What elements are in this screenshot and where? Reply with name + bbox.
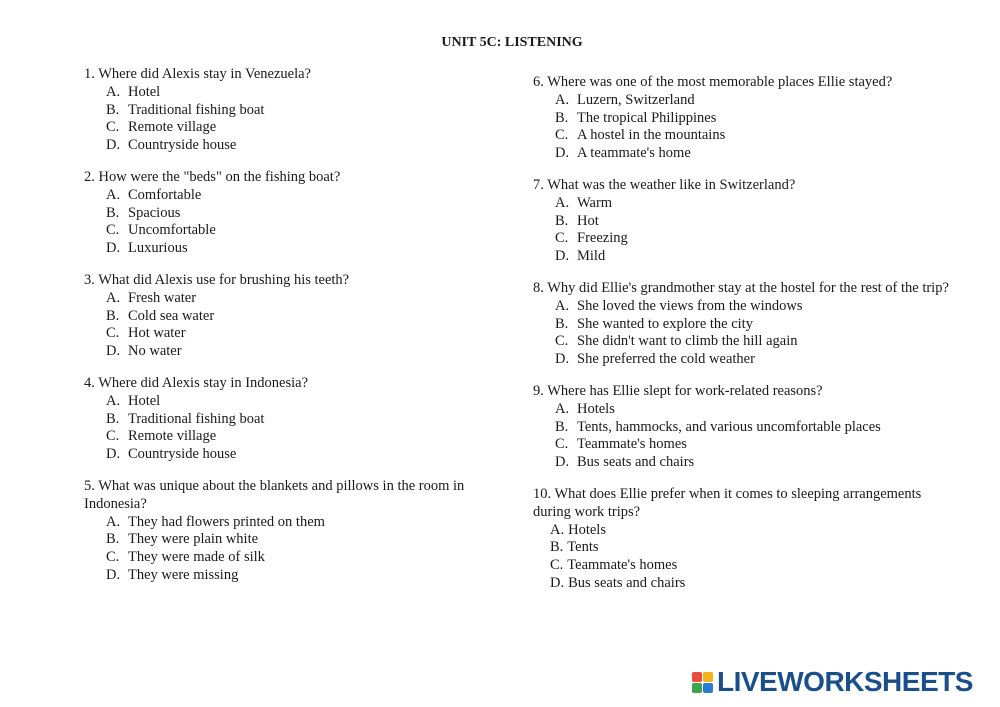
answer-options: [555, 195, 953, 266]
option-text: Hotels: [568, 521, 606, 538]
option-letter: C.: [106, 222, 120, 239]
option-letter: D.: [555, 454, 570, 471]
option-letter: A.: [555, 91, 570, 108]
option-text: Mild: [577, 248, 606, 265]
questions-column-right: [533, 74, 953, 607]
option-letter: D.: [106, 240, 121, 257]
answer-options: [106, 393, 504, 464]
answer-option[interactable]: [106, 137, 504, 155]
option-text: The tropical Philippines: [577, 109, 717, 126]
option-text: They were made of silk: [128, 549, 265, 566]
option-text: Bus seats and chairs: [577, 454, 695, 471]
question-text: 2. How were the "beds" on the fishing boat?: [84, 168, 341, 185]
option-text: Hotels: [577, 400, 615, 417]
option-letter: B.: [106, 307, 120, 324]
option-letter: D.: [106, 566, 121, 583]
answer-option[interactable]: [550, 539, 953, 557]
option-text: Fresh water: [128, 289, 197, 306]
option-text: Uncomfortable: [128, 222, 216, 239]
question-4: [84, 375, 504, 464]
option-letter: A.: [555, 297, 570, 314]
answer-option[interactable]: [555, 127, 953, 145]
answer-option[interactable]: [106, 514, 504, 532]
answer-option[interactable]: [555, 230, 953, 248]
option-text: A teammate's home: [577, 145, 691, 162]
option-text: Freezing: [577, 230, 628, 247]
option-letter: A.: [555, 194, 570, 211]
option-text: Tents, hammocks, and various uncomfortable places: [577, 418, 881, 435]
question-1: [84, 66, 504, 155]
option-text: Tents: [567, 539, 599, 556]
option-text: Luxurious: [128, 240, 188, 257]
option-letter: C.: [106, 325, 120, 342]
question-10: [533, 486, 953, 593]
answer-option[interactable]: [555, 419, 953, 437]
option-text: They were plain white: [128, 531, 259, 548]
answer-option[interactable]: [550, 522, 953, 540]
option-text: Hotel: [128, 392, 161, 409]
answer-option[interactable]: [555, 454, 953, 472]
answer-options: [106, 290, 504, 361]
answer-options: [555, 401, 953, 472]
option-letter: B.: [106, 531, 120, 548]
answer-option[interactable]: [555, 333, 953, 351]
option-letter: B.: [555, 109, 569, 126]
question-text: 7. What was the weather like in Switzerland?: [533, 176, 796, 193]
option-letter: C.: [550, 557, 564, 574]
question-text: 10. What does Ellie prefer when it comes to sleeping arrangements during work trips?: [533, 485, 922, 520]
answer-option[interactable]: [555, 248, 953, 266]
option-text: She didn't want to climb the hill again: [577, 333, 798, 350]
option-letter: A.: [106, 83, 121, 100]
option-text: Comfortable: [128, 186, 202, 203]
option-text: Hotel: [128, 83, 161, 100]
question-9: [533, 383, 953, 472]
question-text: 8. Why did Ellie's grandmother stay at the hostel for the rest of the trip?: [533, 279, 949, 296]
answer-option[interactable]: [555, 298, 953, 316]
answer-option[interactable]: [550, 575, 953, 593]
questions-column-left: [84, 66, 504, 599]
answer-option[interactable]: [106, 290, 504, 308]
answer-option[interactable]: [555, 110, 953, 128]
answer-options: [106, 84, 504, 155]
option-text: Spacious: [128, 204, 181, 221]
option-text: She loved the views from the windows: [577, 297, 803, 314]
question-8: [533, 280, 953, 369]
answer-option[interactable]: [106, 102, 504, 120]
logo-tile-icon: [703, 683, 713, 693]
option-text: Countryside house: [128, 446, 237, 463]
option-letter: C.: [555, 333, 569, 350]
option-letter: A.: [555, 400, 570, 417]
option-letter: A.: [106, 186, 121, 203]
option-text: Traditional fishing boat: [128, 410, 265, 427]
option-text: Cold sea water: [128, 307, 215, 324]
option-text: She wanted to explore the city: [577, 315, 753, 332]
option-letter: A.: [106, 392, 121, 409]
option-letter: A.: [106, 513, 121, 530]
question-text: 3. What did Alexis use for brushing his teeth?: [84, 271, 350, 288]
option-text: Warm: [577, 194, 613, 211]
option-letter: C.: [555, 127, 569, 144]
answer-option[interactable]: [106, 187, 504, 205]
answer-option[interactable]: [555, 351, 953, 369]
option-text: Countryside house: [128, 137, 237, 154]
option-letter: B.: [555, 212, 569, 229]
answer-option[interactable]: [106, 205, 504, 223]
option-text: No water: [128, 343, 182, 360]
option-letter: C.: [555, 436, 569, 453]
option-letter: B.: [550, 539, 564, 556]
option-text: Remote village: [128, 119, 217, 136]
option-letter: C.: [106, 549, 120, 566]
answer-option[interactable]: [106, 343, 504, 361]
answer-option[interactable]: [106, 531, 504, 549]
option-letter: B.: [555, 315, 569, 332]
logo-tile-icon: [692, 683, 702, 693]
option-letter: B.: [106, 204, 120, 221]
option-letter: B.: [106, 101, 120, 118]
answer-option[interactable]: [106, 446, 504, 464]
answer-option[interactable]: [555, 145, 953, 163]
option-text: She preferred the cold weather: [577, 351, 755, 368]
option-text: A hostel in the mountains: [577, 127, 726, 144]
answer-options: [106, 187, 504, 258]
logo-tile-icon: [692, 672, 702, 682]
answer-option[interactable]: [106, 567, 504, 585]
answer-option[interactable]: [106, 549, 504, 567]
liveworksheets-logo-icon: [692, 672, 713, 693]
answer-option[interactable]: [555, 401, 953, 419]
option-text: Luzern, Switzerland: [577, 91, 695, 108]
answer-options: [555, 92, 953, 163]
option-letter: B.: [555, 418, 569, 435]
answer-option[interactable]: [106, 119, 504, 137]
logo-text: LIVEWORKSHEETS: [717, 666, 973, 697]
answer-option[interactable]: [106, 84, 504, 102]
question-text: 9. Where has Ellie slept for work-related reasons?: [533, 382, 823, 399]
logo-tile-icon: [703, 672, 713, 682]
option-letter: D.: [550, 574, 565, 591]
answer-options: [106, 514, 504, 585]
answer-option[interactable]: [555, 213, 953, 231]
option-letter: D.: [555, 351, 570, 368]
option-text: Remote village: [128, 428, 217, 445]
answer-option[interactable]: [106, 393, 504, 411]
question-5: [84, 478, 504, 585]
option-text: Hot: [577, 212, 599, 229]
answer-option[interactable]: [555, 436, 953, 454]
question-2: [84, 169, 504, 258]
option-letter: D.: [106, 446, 121, 463]
question-3: [84, 272, 504, 361]
question-text: 6. Where was one of the most memorable places Ellie stayed?: [533, 74, 893, 90]
answer-option[interactable]: [555, 195, 953, 213]
answer-option[interactable]: [106, 428, 504, 446]
option-text: Traditional fishing boat: [128, 101, 265, 118]
option-text: They were missing: [128, 566, 239, 583]
option-text: They had flowers printed on them: [128, 513, 325, 530]
answer-option[interactable]: [555, 92, 953, 110]
option-letter: D.: [555, 248, 570, 265]
question-text: 1. Where did Alexis stay in Venezuela?: [84, 66, 311, 82]
option-letter: D.: [555, 145, 570, 162]
page-title: UNIT 5C: LISTENING: [441, 35, 583, 50]
option-letter: C.: [555, 230, 569, 247]
option-letter: C.: [106, 119, 120, 136]
option-letter: B.: [106, 410, 120, 427]
question-6: [533, 74, 953, 163]
answer-option[interactable]: [106, 222, 504, 240]
answer-option[interactable]: [555, 316, 953, 334]
option-text: Teammate's homes: [577, 436, 687, 453]
answer-option[interactable]: [106, 411, 504, 429]
question-text: 4. Where did Alexis stay in Indonesia?: [84, 374, 309, 391]
option-letter: A.: [550, 521, 565, 538]
option-text: Teammate's homes: [567, 557, 678, 574]
answer-option[interactable]: [550, 557, 953, 575]
answer-options: [550, 522, 953, 593]
option-letter: D.: [106, 343, 121, 360]
option-letter: D.: [106, 137, 121, 154]
answer-option[interactable]: [106, 325, 504, 343]
liveworksheets-logo: [692, 668, 973, 696]
answer-option[interactable]: [106, 240, 504, 258]
option-text: Bus seats and chairs: [568, 574, 686, 591]
question-text: 5. What was unique about the blankets and pillows in the room in Indonesia?: [84, 477, 465, 512]
option-letter: A.: [106, 289, 121, 306]
option-letter: C.: [106, 428, 120, 445]
option-text: Hot water: [128, 325, 186, 342]
answer-options: [555, 298, 953, 369]
answer-option[interactable]: [106, 308, 504, 326]
question-7: [533, 177, 953, 266]
